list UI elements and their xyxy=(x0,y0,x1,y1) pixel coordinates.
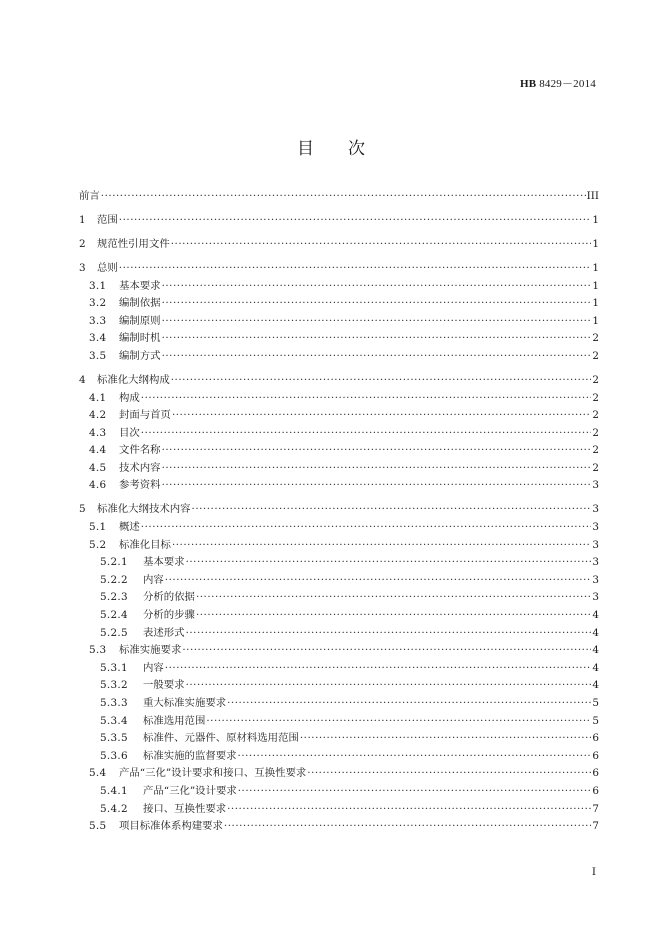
toc-entry[interactable] xyxy=(79,313,599,331)
toc-leader-dots xyxy=(162,460,592,478)
toc-entry-number: 4.6 xyxy=(89,479,107,492)
toc-entry[interactable] xyxy=(79,372,599,390)
toc-entry-number: 4.5 xyxy=(89,461,107,474)
toc-entry-label: 标准化目标 xyxy=(119,538,171,551)
toc-entry-label: 接口、互换性要求 xyxy=(143,802,227,815)
toc-entry-number: 2 xyxy=(79,237,86,250)
toc-leader-dots xyxy=(162,330,592,348)
toc-entry-label: 产品“三化”设计要求 xyxy=(143,784,237,797)
page-title xyxy=(0,134,662,159)
toc-entry-label: 规范性引用文件 xyxy=(97,237,170,250)
toc-leader-dots xyxy=(227,695,591,713)
toc-entry-page: 7 xyxy=(592,802,599,815)
toc-entry-page: 1 xyxy=(592,314,599,327)
toc-entry-label: 文件名称 xyxy=(119,444,161,457)
toc-entry-number: 5.5 xyxy=(89,820,107,833)
toc-entry-label: 标准化大纲构成 xyxy=(97,373,170,386)
toc-entry-label: 表述形式 xyxy=(143,626,185,639)
toc-entry-label: 技术内容 xyxy=(119,461,161,474)
toc-entry-page: 4 xyxy=(592,644,599,657)
toc-entry-page: 2 xyxy=(592,349,599,362)
toc-leader-dots xyxy=(186,625,592,643)
toc-leader-dots xyxy=(141,390,592,408)
toc-entry[interactable] xyxy=(79,607,599,625)
toc-entry[interactable] xyxy=(79,236,599,254)
toc-entry-number: 5.2.1 xyxy=(100,556,128,569)
toc-entry[interactable] xyxy=(79,554,599,572)
toc-entry-page: 2 xyxy=(592,409,599,422)
toc-entry-label: 项目标准体系构建要求 xyxy=(119,820,223,833)
title-char-2: 次 xyxy=(348,139,365,159)
toc-entry[interactable] xyxy=(79,660,599,678)
toc-entry[interactable] xyxy=(79,260,599,278)
toc-leader-dots xyxy=(186,677,592,695)
toc-entry-number: 4 xyxy=(79,373,86,386)
toc-leader-dots xyxy=(141,519,592,537)
toc-entry-page: 1 xyxy=(592,213,599,226)
toc-entry-page: 4 xyxy=(592,609,599,622)
toc-entry-label: 重大标准实施要求 xyxy=(143,696,227,709)
toc-entry[interactable] xyxy=(79,765,599,783)
toc-leader-dots xyxy=(182,642,591,660)
toc-entry[interactable] xyxy=(79,677,599,695)
toc-entry[interactable] xyxy=(79,713,599,731)
toc-entry-label: 基本要求 xyxy=(143,556,185,569)
toc-entry-number: 5.1 xyxy=(89,521,107,534)
toc-entry-number: 5.3 xyxy=(89,644,107,657)
toc-entry-number: 5.4.2 xyxy=(100,802,128,815)
toc-entry-page: 1 xyxy=(592,297,599,310)
toc-entry-page: 1 xyxy=(592,261,599,274)
toc-leader-dots xyxy=(162,477,592,495)
toc-entry-label: 目次 xyxy=(119,426,140,439)
toc-entry-number: 5.3.5 xyxy=(100,732,128,745)
toc-entry-page: 2 xyxy=(592,444,599,457)
toc-entry[interactable] xyxy=(79,188,599,206)
toc-entry-page: 3 xyxy=(592,556,599,569)
toc-leader-dots xyxy=(119,212,592,230)
toc-leader-dots xyxy=(101,188,586,206)
toc-entry-number: 5.3.3 xyxy=(100,696,128,709)
toc-entry-number: 5 xyxy=(79,503,86,516)
toc-entry-number: 5.4.1 xyxy=(100,784,128,797)
toc-entry[interactable] xyxy=(79,212,599,230)
toc-entry-page: 3 xyxy=(592,538,599,551)
toc-entry-number: 5.2.2 xyxy=(100,573,128,586)
toc-entry-number: 1 xyxy=(79,213,86,226)
standard-number: 8429－2014 xyxy=(539,78,596,90)
toc-leader-dots xyxy=(165,660,592,678)
toc-entry[interactable] xyxy=(79,278,599,296)
toc-entry-page: 3 xyxy=(592,573,599,586)
toc-leader-dots xyxy=(162,295,592,313)
toc-entry-page: 2 xyxy=(592,426,599,439)
toc-entry-number: 4.4 xyxy=(89,444,107,457)
toc-entry-page: 7 xyxy=(592,820,599,833)
toc-leader-dots xyxy=(172,407,591,425)
toc-entry-label: 基本要求 xyxy=(119,279,161,292)
toc-leader-dots xyxy=(141,425,592,443)
toc-entry[interactable] xyxy=(79,642,599,660)
toc-entry-number: 3.3 xyxy=(89,314,107,327)
toc-entry[interactable] xyxy=(79,442,599,460)
toc-entry-label: 编制原则 xyxy=(119,314,161,327)
toc-leader-dots xyxy=(238,783,592,801)
toc-entry-label: 内容 xyxy=(143,661,164,674)
toc-entry-label: 参考资料 xyxy=(119,479,161,492)
toc-entry-page: 4 xyxy=(592,679,599,692)
toc-entry-label: 标准化大纲技术内容 xyxy=(97,503,191,516)
toc-entry-label: 编制方式 xyxy=(119,349,161,362)
toc-entry-label: 标准件、元器件、原材料选用范围 xyxy=(143,732,299,745)
toc-entry-label: 标准实施的监督要求 xyxy=(143,749,237,762)
toc-entry[interactable] xyxy=(79,695,599,713)
toc-leader-dots xyxy=(162,278,592,296)
toc-entry[interactable] xyxy=(79,330,599,348)
toc-entry-label: 标准选用范围 xyxy=(143,714,206,727)
toc-leader-dots xyxy=(162,442,592,460)
toc-entry-label: 产品“三化”设计要求和接口、互换性要求 xyxy=(119,767,307,780)
toc-entry[interactable] xyxy=(79,519,599,537)
toc-entry[interactable] xyxy=(79,801,599,819)
toc-leader-dots xyxy=(307,765,591,783)
toc-leader-dots xyxy=(171,372,592,390)
toc-leader-dots xyxy=(196,607,591,625)
standard-prefix: HB xyxy=(519,78,537,90)
toc-entry-page: 1 xyxy=(592,279,599,292)
toc-leader-dots xyxy=(300,730,592,748)
toc-entry[interactable] xyxy=(79,460,599,478)
toc-leader-dots xyxy=(224,818,591,836)
toc-entry[interactable] xyxy=(79,295,599,313)
toc-leader-dots xyxy=(162,348,592,366)
toc-entry-page: 4 xyxy=(592,626,599,639)
toc-entry-label: 分析的依据 xyxy=(143,591,195,604)
toc-leader-dots xyxy=(192,501,592,519)
toc-entry-number: 5.3.4 xyxy=(100,714,128,727)
toc-entry[interactable] xyxy=(79,748,599,766)
toc-entry[interactable] xyxy=(79,348,599,366)
toc-leader-dots xyxy=(227,801,591,819)
toc-entry-number: 4.2 xyxy=(89,409,107,422)
toc-entry-page: 3 xyxy=(592,591,599,604)
toc-entry-number: 5.4 xyxy=(89,767,107,780)
toc-entry[interactable] xyxy=(79,572,599,590)
toc-leader-dots xyxy=(172,537,591,555)
toc-entry-page: 2 xyxy=(592,373,599,386)
toc-entry-label: 分析的步骤 xyxy=(143,609,195,622)
toc-entry-label: 封面与首页 xyxy=(119,409,171,422)
toc-entry-page: 5 xyxy=(592,714,599,727)
toc-entry-label: 一般要求 xyxy=(143,679,185,692)
toc-entry[interactable] xyxy=(79,477,599,495)
toc-entry[interactable] xyxy=(79,625,599,643)
toc-entry-page: 5 xyxy=(592,696,599,709)
toc-entry-page: 1 xyxy=(592,237,599,250)
toc-entry-page: 2 xyxy=(592,391,599,404)
toc-entry[interactable] xyxy=(79,783,599,801)
toc-leader-dots xyxy=(119,260,592,278)
toc-entry-number: 3.5 xyxy=(89,349,107,362)
toc-entry-label: 标准实施要求 xyxy=(119,644,182,657)
toc-entry-number: 3.4 xyxy=(89,332,107,345)
toc-entry-number: 4.3 xyxy=(89,426,107,439)
toc-entry[interactable] xyxy=(79,537,599,555)
toc-entry-page: 3 xyxy=(592,503,599,516)
toc-entry-label: 内容 xyxy=(143,573,164,586)
toc-leader-dots xyxy=(171,236,592,254)
toc-entry-number: 5.3.1 xyxy=(100,661,128,674)
toc-entry[interactable] xyxy=(79,818,599,836)
toc-entry-page: 4 xyxy=(592,661,599,674)
table-of-contents xyxy=(79,188,599,836)
toc-entry-number: 5.2 xyxy=(89,538,107,551)
toc-entry-number: 5.2.4 xyxy=(100,609,128,622)
toc-leader-dots xyxy=(165,572,592,590)
toc-leader-dots xyxy=(206,713,591,731)
toc-entry-page: 3 xyxy=(592,479,599,492)
title-char-1: 目 xyxy=(297,139,314,159)
toc-entry-number: 5.3.2 xyxy=(100,679,128,692)
toc-entry-label: 前言 xyxy=(79,190,100,202)
toc-entry-number: 5.2.5 xyxy=(100,626,128,639)
toc-entry-label: 范围 xyxy=(97,213,118,226)
toc-entry-number: 4.1 xyxy=(89,391,107,404)
toc-entry-label: 总则 xyxy=(97,261,118,274)
toc-entry-number: 3.2 xyxy=(89,297,107,310)
document-code xyxy=(520,75,596,91)
toc-entry-label: 构成 xyxy=(119,391,140,404)
toc-entry-page: 2 xyxy=(592,332,599,345)
toc-entry-label: 编制时机 xyxy=(119,332,161,345)
toc-leader-dots xyxy=(186,554,592,572)
toc-entry[interactable] xyxy=(79,425,599,443)
toc-entry-page: 6 xyxy=(592,784,599,797)
toc-entry-page: III xyxy=(586,190,599,202)
toc-leader-dots xyxy=(196,589,591,607)
toc-entry-page: 2 xyxy=(592,461,599,474)
toc-entry-number: 5.2.3 xyxy=(100,591,128,604)
toc-entry[interactable] xyxy=(79,390,599,408)
toc-entry-page: 3 xyxy=(592,521,599,534)
page-number: I xyxy=(591,866,596,878)
toc-entry-page: 6 xyxy=(592,749,599,762)
toc-entry-number: 5.3.6 xyxy=(100,749,128,762)
toc-leader-dots xyxy=(238,748,592,766)
toc-entry[interactable] xyxy=(79,407,599,425)
toc-leader-dots xyxy=(162,313,592,331)
toc-entry-label: 编制依据 xyxy=(119,297,161,310)
toc-entry-number: 3.1 xyxy=(89,279,107,292)
toc-entry[interactable] xyxy=(79,501,599,519)
toc-entry-number: 3 xyxy=(79,261,86,274)
toc-entry-label: 概述 xyxy=(119,521,140,534)
toc-entry[interactable] xyxy=(79,589,599,607)
toc-entry-page: 6 xyxy=(592,732,599,745)
toc-entry[interactable] xyxy=(79,730,599,748)
toc-entry-page: 6 xyxy=(592,767,599,780)
